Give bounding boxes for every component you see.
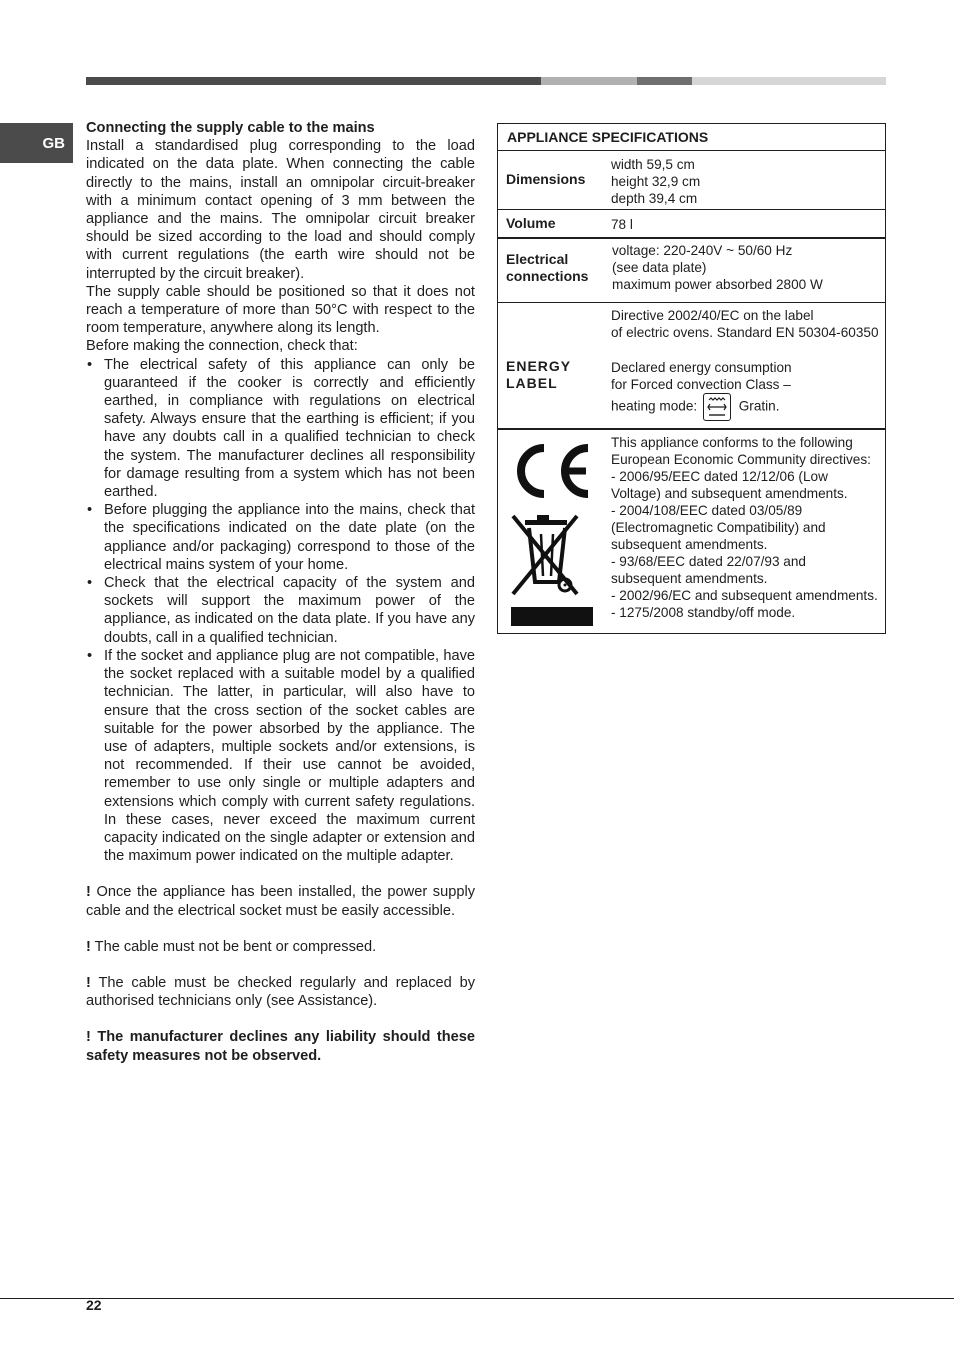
- electrical-label: [506, 251, 588, 285]
- heating-mode-label: heating mode:: [611, 398, 698, 414]
- volume-label: Volume: [506, 215, 556, 231]
- directive-line: This appliance conforms to the following: [611, 435, 853, 450]
- list-item: • Before plugging the appliance into the mains, check that the specifications indicated on the date plate (on the appliance and/or packaging) correspond to those of the electrical mains system of your home.: [86, 501, 475, 574]
- energy-label-line: ENERGY: [506, 358, 572, 374]
- standard-text: of electric ovens. Standard EN 50304-60350: [611, 325, 879, 340]
- warning-note: [86, 938, 475, 956]
- warning-note: [86, 974, 475, 1010]
- warning-text: Once the appliance has been installed, the power supply cable and the electrical socket must be easily accessible.: [86, 884, 475, 919]
- directive-text: Directive 2002/40/EC on the label: [611, 308, 814, 323]
- directive-line: subsequent amendments.: [611, 537, 768, 552]
- directive-line: - 2004/108/EEC dated 03/05/89: [611, 503, 803, 518]
- section-heading: Connecting the supply cable to the mains: [86, 120, 375, 136]
- checklist: [86, 356, 475, 866]
- directives-text: [611, 434, 878, 621]
- directive-line: - 2002/96/EC and subsequent amendments.: [611, 588, 878, 603]
- depth-value: depth 39,4 cm: [611, 191, 698, 206]
- dimensions-values: [611, 156, 700, 207]
- energy-label-line: LABEL: [506, 375, 558, 391]
- exclamation-mark: !: [86, 1029, 91, 1046]
- language-tab: GB: [0, 123, 73, 163]
- warning-note: [86, 883, 475, 919]
- height-value: height 32,9 cm: [611, 174, 701, 189]
- warning-text: The cable must not be bent or compressed.: [94, 938, 377, 955]
- paragraph: Install a standardised plug corresponding to the load indicated on the data plate. When connecting the cable directly to the mains, install an omnipolar circuit-breaker with a minimum contact opening of 3 mm between the appliance and the mains. The omnipolar circuit breaker should be sized according to the load and should comply with current regulations (the earth wire should not be interrupted by the circuit breaker).: [86, 138, 475, 282]
- directive-line: (Electromagnetic Compatibility) and: [611, 520, 826, 535]
- volume-row: [498, 210, 885, 239]
- warning-text: The cable must be checked regularly and replaced by authorised technicians only (see Assistance).: [86, 974, 475, 1010]
- electrical-label-line: connections: [506, 268, 589, 284]
- max-power-value: maximum power absorbed 2800 W: [612, 277, 823, 292]
- directives-row: [498, 430, 885, 633]
- directive-line: subsequent amendments.: [611, 571, 768, 586]
- ce-mark-icon: [510, 440, 596, 502]
- convection-class-text: for Forced convection Class –: [611, 377, 791, 392]
- weee-black-bar: [511, 607, 593, 626]
- exclamation-mark: !: [86, 884, 91, 901]
- electrical-values: [612, 242, 823, 293]
- electrical-row: [498, 239, 885, 303]
- data-plate-note: (see data plate): [612, 260, 707, 275]
- energy-label: [506, 358, 571, 392]
- liability-note: [86, 1028, 475, 1064]
- warning-text: The manufacturer declines any liability should these safety measures not be observed.: [86, 1029, 475, 1064]
- heating-mode-value: Gratin.: [738, 398, 780, 414]
- voltage-value: voltage: 220-240V ~ 50/60 Hz: [612, 243, 793, 258]
- heating-mode-line: [611, 393, 879, 421]
- list-item: • If the socket and appliance plug are not compatible, have the socket replaced with a suitable model by a qualified technician. The latter, in particular, will also have to ensure that the cross section of the socket cables are suitable for the power absorbed by the appliance. The use of adapters, multiple sockets and/or extensions, is not recommended. If their use cannot be avoided, remember to use only single or multiple adapters and extensions which comply with current safety regulations. In these cases, never exceed the maximum current capacity indicated on the single adapter or extension and the maximum power indicated on the multiple adapter.: [86, 647, 475, 865]
- footer-rule: [0, 1298, 954, 1299]
- volume-value: 78 l: [611, 217, 633, 232]
- weee-crossed-bin-icon: [511, 512, 581, 598]
- paragraph: Before making the connection, check that:: [86, 338, 358, 355]
- consumption-text: Declared energy consumption: [611, 360, 792, 375]
- paragraph: The supply cable should be positioned so that it does not reach a temperature of more than 50°C with respect to the room temperature, anywhere along its length.: [86, 283, 475, 337]
- header-bar: [86, 77, 886, 85]
- dimensions-row: [498, 151, 885, 210]
- exclamation-mark: !: [86, 938, 91, 955]
- directive-line: European Economic Community directives:: [611, 452, 871, 467]
- directive-line: - 93/68/EEC dated 22/07/93 and: [611, 554, 806, 569]
- gratin-mode-icon: [703, 393, 731, 421]
- directive-line: - 1275/2008 standby/off mode.: [611, 605, 796, 620]
- directive-line: - 2006/95/EEC dated 12/12/06 (Low: [611, 469, 828, 484]
- energy-values: [611, 307, 879, 421]
- page-number: 22: [86, 1297, 102, 1313]
- appliance-specifications-table: [497, 123, 886, 634]
- dimensions-label: Dimensions: [506, 171, 586, 187]
- directive-line: Voltage) and subsequent amendments.: [611, 486, 848, 501]
- list-item: • The electrical safety of this appliance can only be guaranteed if the cooker is correctly and efficiently earthed, in compliance with regulations on electrical safety. Always ensure that the earthing is efficient; if you have any doubts call in a qualified technician to check the system. The manufacturer declines all responsibility for damage resulting from a system which has not been earthed.: [86, 356, 475, 502]
- table-title: APPLIANCE SPECIFICATIONS: [498, 124, 885, 151]
- list-item: • Check that the electrical capacity of the system and sockets will support the maximum power of the appliance, as indicated on the data plate. If you have any doubts, call in a qualified technician.: [86, 574, 475, 647]
- width-value: width 59,5 cm: [611, 157, 695, 172]
- exclamation-mark: !: [86, 974, 91, 991]
- connection-instructions: [86, 119, 475, 1065]
- electrical-label-line: Electrical: [506, 251, 569, 267]
- energy-label-row: [498, 303, 885, 430]
